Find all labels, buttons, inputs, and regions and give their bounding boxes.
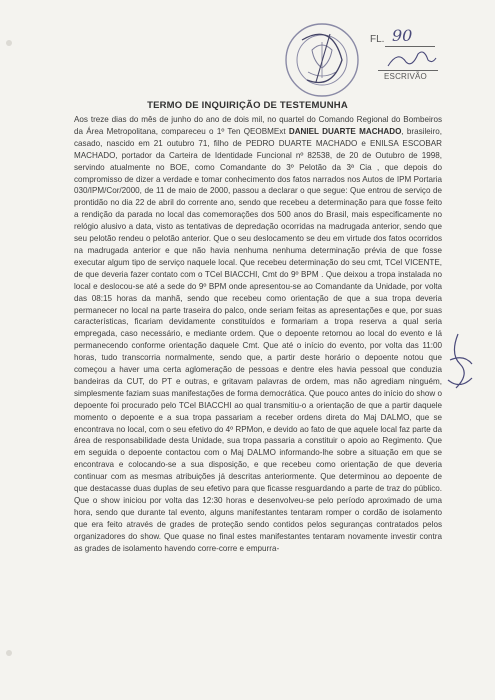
binder-hole — [6, 650, 12, 656]
folio-number: 90 — [392, 26, 413, 45]
witness-name: DANIEL DUARTE MACHADO — [288, 126, 402, 136]
clerk-signature — [384, 48, 440, 70]
margin-initials-signature — [440, 330, 480, 400]
clerk-role-label: ESCRIVÃO — [384, 72, 427, 81]
folio-underline — [385, 46, 435, 47]
official-seal-stamp — [282, 20, 362, 100]
binder-hole — [6, 40, 12, 46]
document-title: TERMO DE INQUIRIÇÃO DE TESTEMUNHA — [147, 100, 348, 111]
testimony-intro: Aos treze dias do mês de junho do ano de dois mil, no quartel do Comando Regional do Bombeiros da Área Metropolitana, compareceu o 1º Ten QEOBMExt — [74, 115, 442, 136]
clerk-signature-line — [378, 70, 438, 71]
testimony-body — [74, 114, 442, 555]
testimony-text: , brasileiro, casado, nascido em 21 outubro 71, filho de PEDRO DUARTE MACHADO e ENILSA ESCOBAR MACHADO, portador da Carteira de Identidade Funcional nº 82538, de 20 de Outubro de 1998, servindo atualmente no BOE, como Comandante do 3º Pelotão da 3ª Cia , que depois do compromisso de dizer a verdade e tomar conhecimento dos fatos narrados nos Autos de IPM Portaria 030/IPM/Cor/2000, de 11 de maio de 2000, passou a declarar o que segue: Que entrou de serviço de prontidão no dia 22 de abril do corrente ano, sendo que recebeu a determinação para que fosse feito a rendição da parada no local das comemorações dos 500 anos do Brasil, mais especificamente no relógio alusivo a data, visto as tentativas de depredação ocorridas na madrugada anterior, sendo que seu pelotão rendeu o pelotão anterior. Que o seu deslocamento se deu em virtude dos fatos ocorridos na madrugada anterior e que não havia nenhuma nenhuma determinação prévia de que fosse executar algum tipo de serviço naquele local. Que recebeu determinação do seu cmt, TCel VICENTE, de que deveria fazer contato com o TCel BIACCHI, Cmt do 9º BPM . Que deixou a tropa instalada no local e deslocou-se até a sede do 9º BPM onde apresentou-se ao Comandante da Unidade, por volta das 08:15 horas da manhã, sendo que recebeu como orientação de que a sua tropa deveria permanecer no local na parte traseira do palco, onde seriam feitas as apresentações e que, por suas características, ficariam devidamente constituídos e formariam a tropa reserva a qual seria empregada, caso necessário, e mediante ordem. Que o depoente retornou ao local do evento e lá permanecendo conforme orientação daquele Cmt. Que até o início do evento, por volta das 11:00 horas, tudo transcorria normalmente, sendo que, a partir deste horário o depoente notou que começou a haver uma certa aglomeração de pessoas e dentre eles havia pessoal que conduzia bandeiras da CUT, do PT e outras, e gritavam palavras de ordem, mas não agrediam ninguém, simplesmente faziam suas manifestações de forma democrática. Que pouco antes do início do show o depoente foi procurado pelo TCel BIACCHI ao qual transmitiu-o a orientação de que a partir daquele momento o depoente e a sua tropa passariam a receber ordens direta do Maj DALMO, que se encontrava no local, com o seu efetivo do 4º RPMon, e devido ao fato de que aquele local faz parte da área de responsabilidade desta Unidade, sua tropa passaria a constituir o apoio ao Regimento. Que em seguida o depoente contactou com o Maj DALMO informando-lhe sobre a situação em que se encontrava e colocando-se a sua disposição, e que recebeu como orientação de que deveria continuar com as mesmas atribuições já descritas anteriormente. Que determinou ao depoente de que destacasse duas duplas de seu efetivo para que ficasse resguardando a parte de traz do público. Que o show iniciou por volta das 12:30 horas e desenvolveu-se pelo período aproximado de uma hora, sendo que durante tal evento, alguns manifestantes tentaram romper o cordão de isolamento que era feito através de grades de proteção sendo contidos pelos seguranças contratados pelos organizadores do show. Que quase no final estes manifestantes tentaram novamente investir contra as grades de isolamento havendo corre-corre e empurra- — [74, 126, 443, 553]
folio-label: FL. — [370, 34, 385, 45]
